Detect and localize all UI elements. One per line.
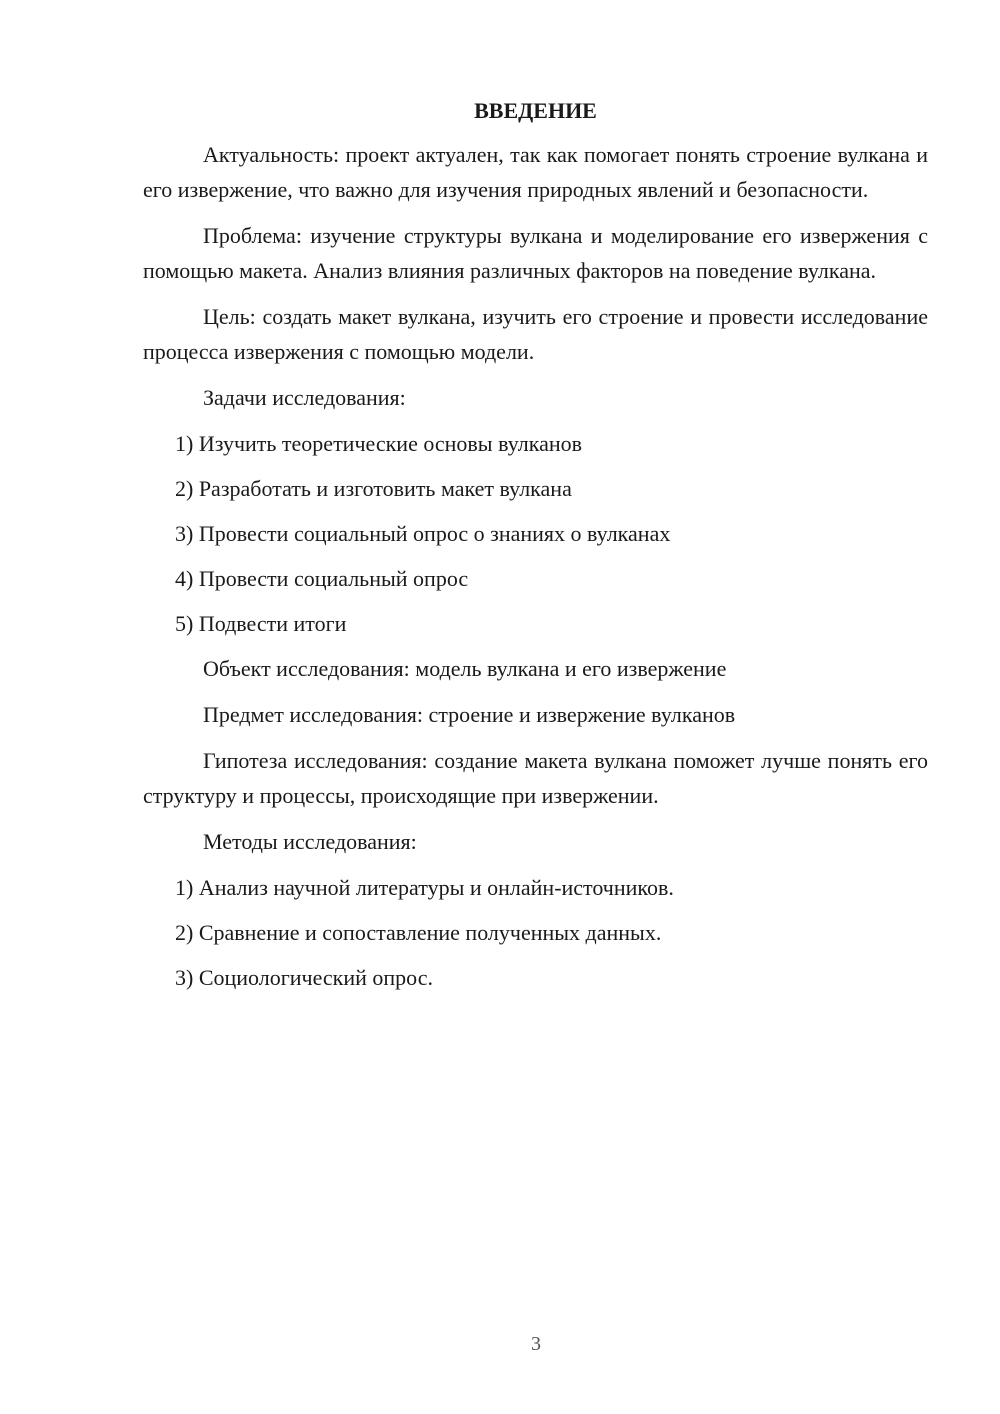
goal-paragraph: Цель: создать макет вулкана, изучить его строение и провести исследование процесса извержения с помощью модели. [143,304,928,364]
task-item: 3) Провести социальный опрос о знаниях о вулканах [175,521,671,546]
relevance-paragraph: Актуальность: проект актуален, так как помогает понять строение вулкана и его извержение, что важно для изучения природных явлений и безопасности. [143,142,928,202]
hypothesis-paragraph: Гипотеза исследования: создание макета вулкана поможет лучше понять его структуру и процессы, происходящие при извержении. [143,748,928,808]
problem-paragraph: Проблема: изучение структуры вулкана и моделирование его извержения с помощью макета. Анализ влияния различных факторов на поведение вулкана. [143,223,928,283]
subject-paragraph: Предмет исследования: строение и извержение вулканов [203,702,736,727]
page-title: ВВЕДЕНИЕ [474,98,597,123]
object-paragraph: Объект исследования: модель вулкана и его извержение [203,656,727,681]
task-item: 2) Разработать и изготовить макет вулкана [175,476,572,501]
document-page [143,96,928,1005]
method-item: 1) Анализ научной литературы и онлайн-источников. [175,875,674,900]
page-number: 3 [531,1333,541,1355]
task-item: 4) Провести социальный опрос [175,566,469,591]
method-item: 3) Социологический опрос. [175,965,433,990]
method-item: 2) Сравнение и сопоставление полученных данных. [175,920,662,945]
task-item: 5) Подвести итоги [175,611,347,636]
methods-heading: Методы исследования: [203,829,417,854]
task-item: 1) Изучить теоретические основы вулканов [175,431,583,456]
tasks-heading: Задачи исследования: [203,385,406,410]
